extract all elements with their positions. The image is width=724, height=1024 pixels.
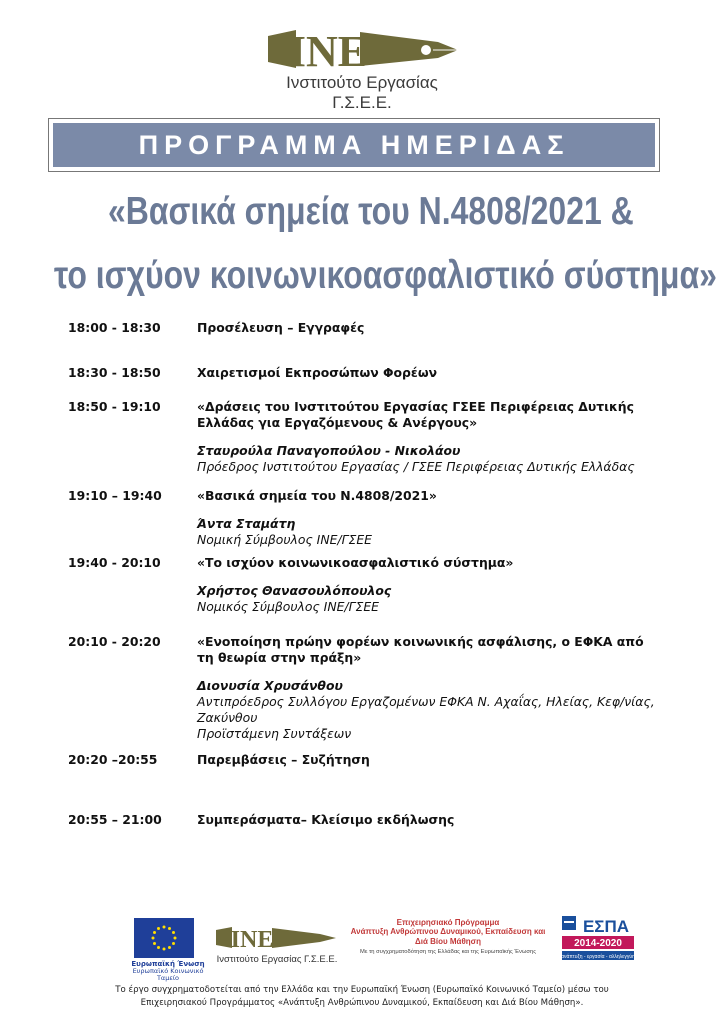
schedule-time: 19:40 - 20:10	[68, 555, 161, 570]
logo-letters: INE	[288, 27, 368, 76]
espa-logo	[560, 914, 640, 966]
logo-subtitle: Ινστιτούτο Εργασίας Γ.Σ.Ε.Ε.	[286, 73, 438, 112]
op-line2: Ανάπτυξη Ανθρώπινου Δυναμικού, Εκπαίδευση και Διά Βίου Μάθηση	[350, 927, 546, 946]
eu-label	[128, 961, 208, 982]
speaker-name: Σταυρούλα Παναγοπούλου - Νικολάου	[197, 443, 461, 458]
speaker-role: Πρόεδρος Ινστιτούτου Εργασίας / ΓΣΕΕ Περιφέρειας Δυτικής Ελλάδας	[197, 459, 635, 474]
eu-sub-text: Ευρωπαϊκό Κοινωνικό Ταμείο	[132, 967, 204, 982]
schedule-time: 20:10 - 20:20	[68, 634, 161, 649]
schedule-time: 20:20 –20:55	[68, 752, 158, 767]
event-title-line2: το ισχύον κοινωνικοασφαλιστικό σύστημα»	[54, 254, 717, 297]
schedule-title: Χαιρετισμοί Εκπροσώπων Φορέων	[197, 365, 438, 380]
eu-label-text: Ευρωπαϊκή Ένωση	[131, 960, 205, 968]
footer-logo-subtitle: Ινστιτούτο Εργασίας Γ.Σ.Ε.Ε.	[216, 954, 338, 965]
speaker-role: Νομική Σύμβουλος ΙΝΕ/ΓΣΕΕ	[197, 532, 372, 547]
schedule-time: 18:30 - 18:50	[68, 365, 161, 380]
speaker-role: Νομικός Σύμβουλος ΙΝΕ/ΓΣΕΕ	[197, 599, 379, 614]
speaker-role-secondary: Προϊστάμενη Συντάξεων	[197, 726, 352, 741]
op-line1: Επιχειρησιακό Πρόγραμμα	[396, 918, 500, 927]
footer-ine-logo	[212, 922, 342, 968]
espa-tagline: ανάπτυξη - εργασία - αλληλεγγύη	[561, 954, 635, 960]
speaker-role: Αντιπρόεδρος Συλλόγου Εργαζομένων ΕΦΚΑ Ν. Αχαΐας, Ηλείας, Κεφ/νίας, Ζακύνθου	[197, 694, 655, 725]
espa-years: 2014-2020	[574, 938, 622, 949]
eu-flag-icon	[134, 918, 194, 958]
schedule-title: Προσέλευση – Εγγραφές	[197, 320, 365, 335]
schedule-title: «Το ισχύον κοινωνικοασφαλιστικό σύστημα»	[197, 555, 514, 570]
footnote-line1: Το έργο συγχρηματοδοτείται από την Ελλάδα και την Ευρωπαϊκή Ένωση (Ευρωπαϊκό Κοινωνικό Ταμείο) μέσω του	[115, 985, 609, 995]
banner-label: ΠΡΟΓΡΑΜΜΑ ΗΜΕΡΙΔΑΣ	[53, 123, 655, 167]
schedule-title: «Δράσεις του Ινστιτούτου Εργασίας ΓΣΕΕ Περιφέρειας Δυτικής Ελλάδας για Εργαζόμενους & Ανέργους»	[197, 399, 634, 430]
op-line3: Με τη συγχρηματοδότηση της Ελλάδας και της Ευρωπαϊκής Ένωσης	[359, 949, 537, 955]
schedule-title: «Βασικά σημεία του Ν.4808/2021»	[197, 488, 437, 503]
footnote-line2: Επιχειρησιακού Προγράμματος «Ανάπτυξη Ανθρώπινου Δυναμικού, Εκπαίδευση και Διά Βίου Μάθηση».	[140, 998, 584, 1008]
speaker-name: Χρήστος Θανασουλόπουλος	[197, 583, 392, 598]
program-banner	[48, 118, 660, 172]
speaker-name: Διονυσία Χρυσάνθου	[197, 678, 343, 693]
schedule-time: 18:50 - 19:10	[68, 399, 161, 414]
footer-logo-letters: INE	[230, 927, 274, 953]
espa-label: ΕΣΠΑ	[582, 917, 630, 936]
schedule-time: 20:55 – 21:00	[68, 812, 162, 827]
speaker-name: Άντα Σταμάτη	[197, 516, 296, 531]
schedule-title: «Ενοποίηση πρώην φορέων κοινωνικής ασφάλισης, ο ΕΦΚΑ από τη θεωρία στην πράξη»	[197, 634, 644, 665]
operational-programme-logo	[348, 918, 548, 964]
funding-footnote	[40, 984, 684, 1010]
schedule-time: 18:00 - 18:30	[68, 320, 161, 335]
event-title-line1: «Βασικά σημεία του Ν.4808/2021 &	[108, 190, 634, 233]
schedule-time: 19:10 – 19:40	[68, 488, 162, 503]
schedule-title: Παρεμβάσεις – Συζήτηση	[197, 752, 370, 767]
schedule-title: Συμπεράσματα– Κλείσιμο εκδήλωσης	[197, 812, 455, 827]
